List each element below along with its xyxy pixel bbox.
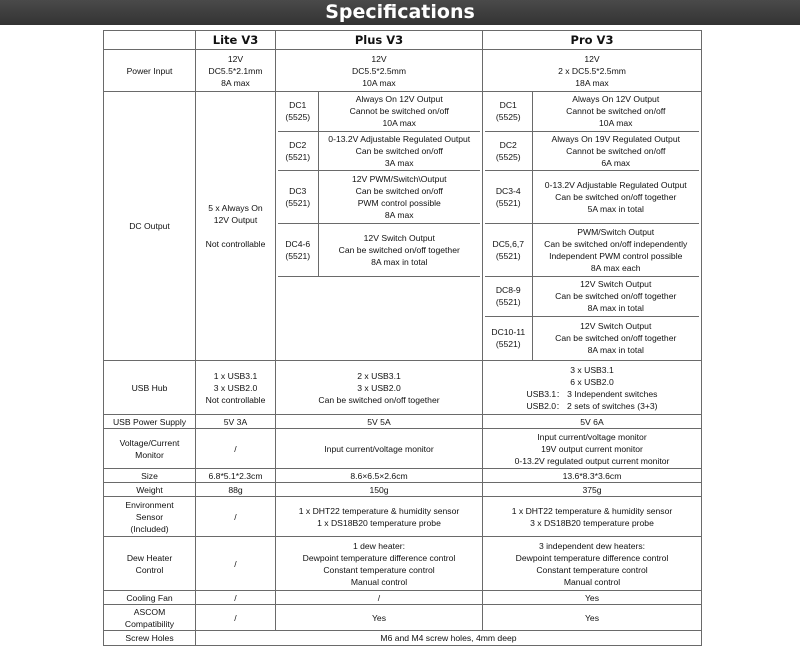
lite-usb-power: 5V 3A (196, 415, 276, 429)
row-size (104, 469, 702, 483)
pro-dc1-port: DC1 (5525) (485, 92, 532, 131)
col-lite: Lite V3 (196, 31, 276, 50)
col-plus: Plus V3 (276, 31, 483, 50)
plus-dc3-port: DC3 (5521) (278, 170, 318, 223)
label-size: Size (104, 469, 196, 483)
lite-ascom: / (196, 605, 276, 631)
plus-dew-heater: 1 dew heater: Dewpoint temperature difference control Constant temperature control Manual control (276, 537, 483, 591)
pro-env-sensor: 1 x DHT22 temperature & humidity sensor 3 x DS18B20 temperature probe (483, 497, 702, 537)
lite-usb-hub: 1 x USB3.1 3 x USB2.0 Not controllable (196, 361, 276, 415)
row-ascom (104, 605, 702, 631)
header-row (104, 31, 702, 50)
pro-dc10-11-desc: 12V Switch Output Can be switched on/off together 8A max in total (555, 321, 677, 356)
plus-size: 8.6×6.5×2.6cm (276, 469, 483, 483)
label-dc-output: DC Output (104, 92, 196, 361)
label-dew-heater: Dew Heater Control (104, 537, 196, 591)
lite-size: 6.8*5.1*2.3cm (196, 469, 276, 483)
plus-dc2-desc: 0-13.2V Adjustable Regulated Output Can be switched on/off 3A max (318, 131, 480, 170)
col-pro: Pro V3 (483, 31, 702, 50)
plus-weight: 150g (276, 483, 483, 497)
pro-dew-heater: 3 independent dew heaters: Dewpoint temperature difference control Constant temperature control Manual control (483, 537, 702, 591)
lite-env-sensor: / (196, 497, 276, 537)
pro-dc2-port: DC2 (5525) (485, 131, 532, 170)
pro-dc-output (483, 92, 702, 361)
plus-dc3-desc: 12V PWM/Switch\Output Can be switched on/off PWM control possible 8A max (318, 170, 480, 223)
plus-dc4-6-port: DC4-6 (5521) (278, 223, 318, 276)
row-dew-heater (104, 537, 702, 591)
plus-dc4-6-desc: 12V Switch Output Can be switched on/off together 8A max in total (318, 223, 480, 276)
plus-monitor: Input current/voltage monitor (276, 429, 483, 469)
pro-dc10-11-port: DC10-11 (5521) (485, 316, 532, 360)
row-usb-hub (104, 361, 702, 415)
pro-monitor: Input current/voltage monitor 19V output current monitor 0-13.2V regulated output current monitor (483, 429, 702, 469)
row-dc-output (104, 92, 702, 361)
row-cooling-fan (104, 591, 702, 605)
plus-dc-output (276, 92, 483, 361)
row-weight (104, 483, 702, 497)
label-cooling-fan: Cooling Fan (104, 591, 196, 605)
pro-size: 13.6*8.3*3.6cm (483, 469, 702, 483)
plus-dc-empty (278, 276, 480, 360)
label-monitor: Voltage/Current Monitor (104, 429, 196, 469)
value-screw-holes: M6 and M4 screw holes, 4mm deep (196, 631, 702, 646)
lite-dc-output: 5 x Always On 12V Output Not controllable (196, 92, 276, 361)
label-power-input: Power Input (104, 50, 196, 92)
pro-dc5-7-desc: PWM/Switch Output Can be switched on/off independently Independent PWM control possible 8A max each (532, 223, 699, 276)
pro-ascom: Yes (483, 605, 702, 631)
plus-dc2-port: DC2 (5521) (278, 131, 318, 170)
pro-usb-power: 5V 6A (483, 415, 702, 429)
lite-power-input: 12V DC5.5*2.1mm 8A max (196, 50, 276, 92)
pro-dc8-9-port: DC8-9 (5521) (485, 276, 532, 316)
pro-dc5-7-port: DC5,6,7 (5521) (485, 223, 532, 276)
plus-dc1-desc: Always On 12V Output Cannot be switched on/off 10A max (318, 92, 480, 131)
row-monitor (104, 429, 702, 469)
pro-dc3-4-desc: 0-13.2V Adjustable Regulated Output Can be switched on/off together 5A max in total (532, 170, 699, 223)
pro-dc3-4-port: DC3-4 (5521) (485, 170, 532, 223)
plus-usb-power: 5V 5A (276, 415, 483, 429)
page-title: Specifications (0, 0, 800, 25)
pro-weight: 375g (483, 483, 702, 497)
plus-ascom: Yes (276, 605, 483, 631)
plus-dc1-port: DC1 (5525) (278, 92, 318, 131)
lite-cooling-fan: / (196, 591, 276, 605)
row-screw-holes (104, 631, 702, 646)
lite-monitor: / (196, 429, 276, 469)
label-env-sensor: Environment Sensor (Included) (104, 497, 196, 537)
label-screw-holes: Screw Holes (104, 631, 196, 646)
row-usb-power (104, 415, 702, 429)
plus-power-input: 12V DC5.5*2.5mm 10A max (276, 50, 483, 92)
spec-table (103, 30, 702, 646)
label-usb-power: USB Power Supply (104, 415, 196, 429)
lite-weight: 88g (196, 483, 276, 497)
row-env-sensor (104, 497, 702, 537)
pro-dc2-desc: Always On 19V Regulated Output Cannot be switched on/off 6A max (532, 131, 699, 170)
header-blank (104, 31, 196, 50)
label-ascom: ASCOM Compatibility (104, 605, 196, 631)
label-weight: Weight (104, 483, 196, 497)
plus-cooling-fan: / (276, 591, 483, 605)
pro-usb-hub: 3 x USB3.1 6 x USB2.0 USB3.1： 3 Independent switches USB2.0： 2 sets of switches (3+3) (483, 361, 702, 415)
plus-usb-hub: 2 x USB3.1 3 x USB2.0 Can be switched on/off together (276, 361, 483, 415)
pro-cooling-fan: Yes (483, 591, 702, 605)
lite-dew-heater: / (196, 537, 276, 591)
label-usb-hub: USB Hub (104, 361, 196, 415)
pro-dc8-9-desc: 12V Switch Output Can be switched on/off together 8A max in total (532, 276, 699, 316)
row-power-input (104, 50, 702, 92)
pro-dc1-desc: Always On 12V Output Cannot be switched on/off 10A max (532, 92, 699, 131)
pro-power-input: 12V 2 x DC5.5*2.5mm 18A max (483, 50, 702, 92)
plus-env-sensor: 1 x DHT22 temperature & humidity sensor 1 x DS18B20 temperature probe (276, 497, 483, 537)
